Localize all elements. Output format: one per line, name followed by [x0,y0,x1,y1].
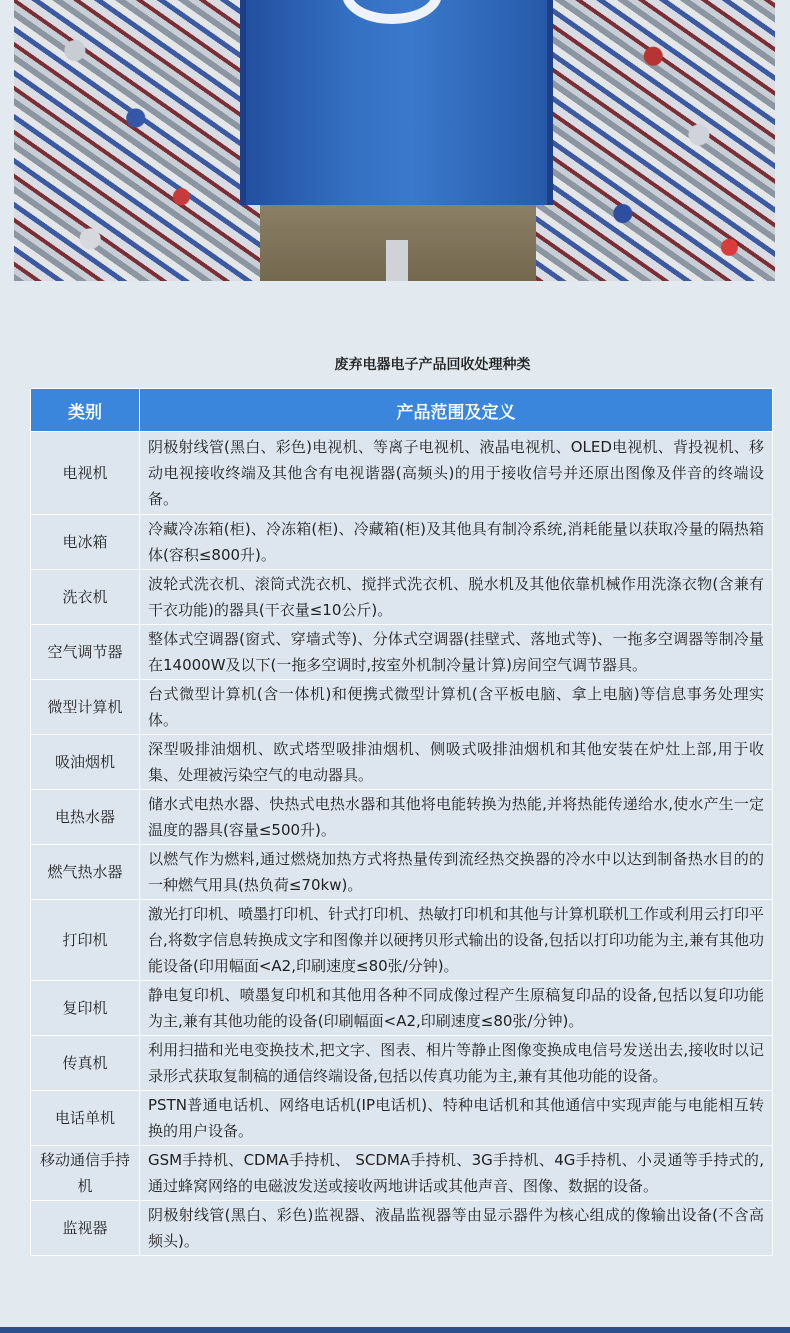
row-category: 燃气热水器 [31,845,140,900]
row-definition: 利用扫描和光电变换技术,把文字、图表、相片等静止图像变换成电信号发送出去,接收时以记录形式获取复制稿的通信终端设备,包括以传真功能为主,兼有其他功能的设备。 [140,1036,773,1091]
table-header-row [31,389,773,432]
row-category: 电热水器 [31,790,140,845]
row-category: 复印机 [31,981,140,1036]
row-definition: 波轮式洗衣机、滚筒式洗衣机、搅拌式洗衣机、脱水机及其他依靠机械作用洗涤衣物(含兼有干衣功能)的器具(干衣量≤10公斤)。 [140,570,773,625]
hero-photo [14,0,775,281]
recycling-bin [240,0,553,205]
table-row [31,432,773,515]
header-category: 类别 [31,389,140,432]
table-row [31,570,773,625]
row-definition: 阴极射线管(黑白、彩色)电视机、等离子电视机、液晶电视机、OLED电视机、背投视机、移动电视接收终端及其他含有电视谐器(高频头)的用于接收信号并还原出图像及伴音的终端设备。 [140,432,773,515]
row-category: 传真机 [31,1036,140,1091]
row-definition: PSTN普通电话机、网络电话机(IP电话机)、特种电话机和其他通信中实现声能与电能相互转换的用户设备。 [140,1091,773,1146]
table-row [31,1036,773,1091]
table-row [31,981,773,1036]
row-definition: 阴极射线管(黑白、彩色)监视器、液晶监视器等由显示器件为核心组成的像输出设备(不含高频头)。 [140,1201,773,1256]
row-definition: 静电复印机、喷墨复印机和其他用各种不同成像过程产生原稿复印品的设备,包括以复印功能为主,兼有其他功能的设备(印刷幅面<A2,印刷速度≤80张/分钟)。 [140,981,773,1036]
row-category: 洗衣机 [31,570,140,625]
bottom-divider [0,1327,790,1333]
row-category: 吸油烟机 [31,735,140,790]
table-row [31,625,773,680]
row-definition: 台式微型计算机(含一体机)和便携式微型计算机(含平板电脑、拿上电脑)等信息事务处理实体。 [140,680,773,735]
row-definition: 以燃气作为燃料,通过燃烧加热方式将热量传到流经热交换器的冷水中以达到制备热水目的的一种燃气用具(热负荷≤70kw)。 [140,845,773,900]
row-category: 微型计算机 [31,680,140,735]
table-row [31,900,773,981]
row-category: 电冰箱 [31,515,140,570]
row-category: 移动通信手持机 [31,1146,140,1201]
table-row [31,680,773,735]
row-definition: 储水式电热水器、快热式电热水器和其他将电能转换为热能,并将热能传递给水,使水产生一定温度的器具(容量≤500升)。 [140,790,773,845]
row-definition: 整体式空调器(窗式、穿墙式等)、分体式空调器(挂壁式、落地式等)、一拖多空调器等制冷量在14000W及以下(一拖多空调时,按室外机制冷量计算)房间空气调节器具。 [140,625,773,680]
row-category: 电视机 [31,432,140,515]
recycling-category-table [30,388,773,1256]
row-definition: 深型吸排油烟机、欧式塔型吸排油烟机、侧吸式吸排油烟机和其他安装在炉灶上部,用于收集、处理被污染空气的电动器具。 [140,735,773,790]
table-row [31,845,773,900]
table-title: 废弃电器电子产品回收处理种类 [334,357,531,373]
table-row [31,1091,773,1146]
row-category: 监视器 [31,1201,140,1256]
row-category: 打印机 [31,900,140,981]
table-row [31,515,773,570]
row-definition: GSM手持机、CDMA手持机、 SCDMA手持机、3G手持机、4G手持机、小灵通等手持式的,通过蜂窝网络的电磁波发送或接收两地讲话或其他声音、图像、数据的设备。 [140,1146,773,1201]
table-row [31,790,773,845]
row-category: 电话单机 [31,1091,140,1146]
header-definition: 产品范围及定义 [140,389,773,432]
row-definition: 冷藏冷冻箱(柜)、冷冻箱(柜)、冷藏箱(柜)及其他具有制冷系统,消耗能量以获取冷量的隔热箱体(容积≤800升)。 [140,515,773,570]
table-row [31,1146,773,1201]
row-category: 空气调节器 [31,625,140,680]
row-definition: 激光打印机、喷墨打印机、针式打印机、热敏打印机和其他与计算机联机工作或利用云打印平台,将数字信息转换成文字和图像并以硬拷贝形式输出的设备,包括以打印功能为主,兼有其他功能设备(印用幅面<A2,印刷速度≤80张/分钟)。 [140,900,773,981]
table-row [31,735,773,790]
recycle-icon [342,0,442,24]
table-row [31,1201,773,1256]
